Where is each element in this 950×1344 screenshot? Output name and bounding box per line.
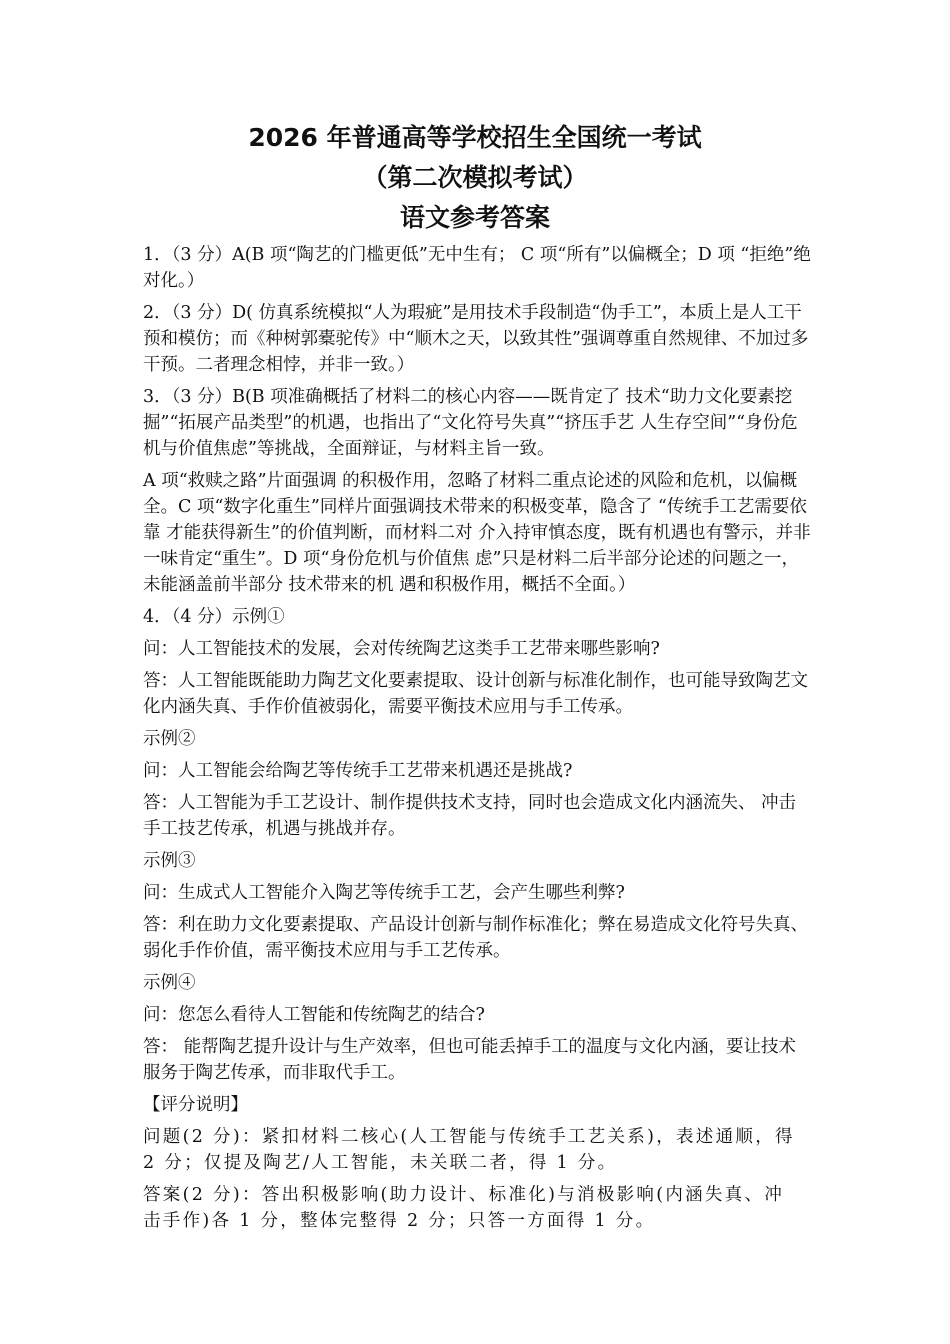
exam-title: 2026 年普通高等学校招生全国统一考试 <box>248 123 702 152</box>
example-4-answer: 答： 能帮陶艺提升设计与生产效率，但也可能丢掉手工的温度与文化内涵，要让技术服务于陶艺传承，而非取代手工。 <box>143 1037 797 1083</box>
answer-q3: 3．（3 分）B(B 项准确概括了材料二的核心内容——既肯定了 技术“助力文化要素挖掘”“拓展产品类型”的机遇，也指出了“文化符号失真”“挤压手艺 人生存空间”“身份危机与价值焦虑”等挑战，全面辩证，与材料主旨一致。 <box>143 387 798 459</box>
answer-body <box>143 242 811 1240</box>
example-4-question: 问：您怎么看待人工智能和传统陶艺的结合? <box>143 1005 485 1025</box>
example-2-heading: 示例② <box>143 729 196 749</box>
answer-q3-explanation: A 项“救赎之路”片面强调 的积极作用，忽略了材料二重点论述的风险和危机，以偏概全。C 项“数字化重生”同样片面强调技术带来的积极变革，隐含了 “传统手工艺需要依靠 才能获得新生”的价值判断，而材料二对 介入持审慎态度，既有机遇也有警示，并非一味肯定“重生”。D 项“身份危机与价值焦 虑”只是材料二后半部分论述的问题之一，未能涵盖前半部分 技术带来的机 遇和积极作用，概括不全面。） <box>143 471 811 595</box>
example-2-answer: 答：人工智能为手工艺设计、制作提供技术支持，同时也会造成文化内涵流失、 冲击手工技艺传承，机遇与挑战并存。 <box>143 793 797 839</box>
scoring-rule-answer: 答案(2 分)：答出积极影响(助力设计、标准化)与消极影响(内涵失真、冲 击手作)各 1 分，整体完整得 2 分；只答一方面得 1 分。 <box>143 1185 785 1231</box>
example-3-heading: 示例③ <box>143 851 196 871</box>
answer-q1: 1．（3 分）A(B 项“陶艺的门槛更低”无中生有； C 项“所有”以偏概全；D 项 “拒绝”绝对化。） <box>143 245 811 291</box>
answer-q2: 2．（3 分）D( 仿真系统模拟“人为瑕疵”是用技术手段制造“伪手工”，本质上是人工干预和模仿；而《种树郭橐驼传》中“顺木之天，以致其性”强调尊重自然规律、不加过多干预。二者理念相悖，并非一致。） <box>143 303 809 375</box>
answer-key-title: 语文参考答案 <box>399 203 550 232</box>
example-4-heading: 示例④ <box>143 973 196 993</box>
example-3-question: 问：生成式人工智能介入陶艺等传统手工艺，会产生哪些利弊? <box>143 883 625 903</box>
example-1-answer: 答：人工智能既能助力陶艺文化要素提取、设计创新与标准化制作，也可能导致陶艺文化内涵失真、手作价值被弱化，需要平衡技术应用与手工传承。 <box>143 671 808 717</box>
example-3-answer: 答：利在助力文化要素提取、产品设计创新与制作标准化；弊在易造成文化符号失真、弱化手作价值，需平衡技术应用与手工艺传承。 <box>143 915 808 961</box>
example-1-question: 问：人工智能技术的发展，会对传统陶艺这类手工艺带来哪些影响? <box>143 639 660 659</box>
answer-q4-heading: 4．（4 分）示例① <box>143 607 285 627</box>
header <box>0 118 950 238</box>
exam-subtitle: （第二次模拟考试） <box>362 163 588 192</box>
scoring-rule-question: 问题(2 分)：紧扣材料二核心(人工智能与传统手工艺关系)，表述通顺，得 2 分；仅提及陶艺/人工智能，未关联二者，得 1 分。 <box>143 1127 795 1173</box>
example-2-question: 问：人工智能会给陶艺等传统手工艺带来机遇还是挑战? <box>143 761 573 781</box>
scoring-heading: 【评分说明】 <box>143 1095 248 1115</box>
